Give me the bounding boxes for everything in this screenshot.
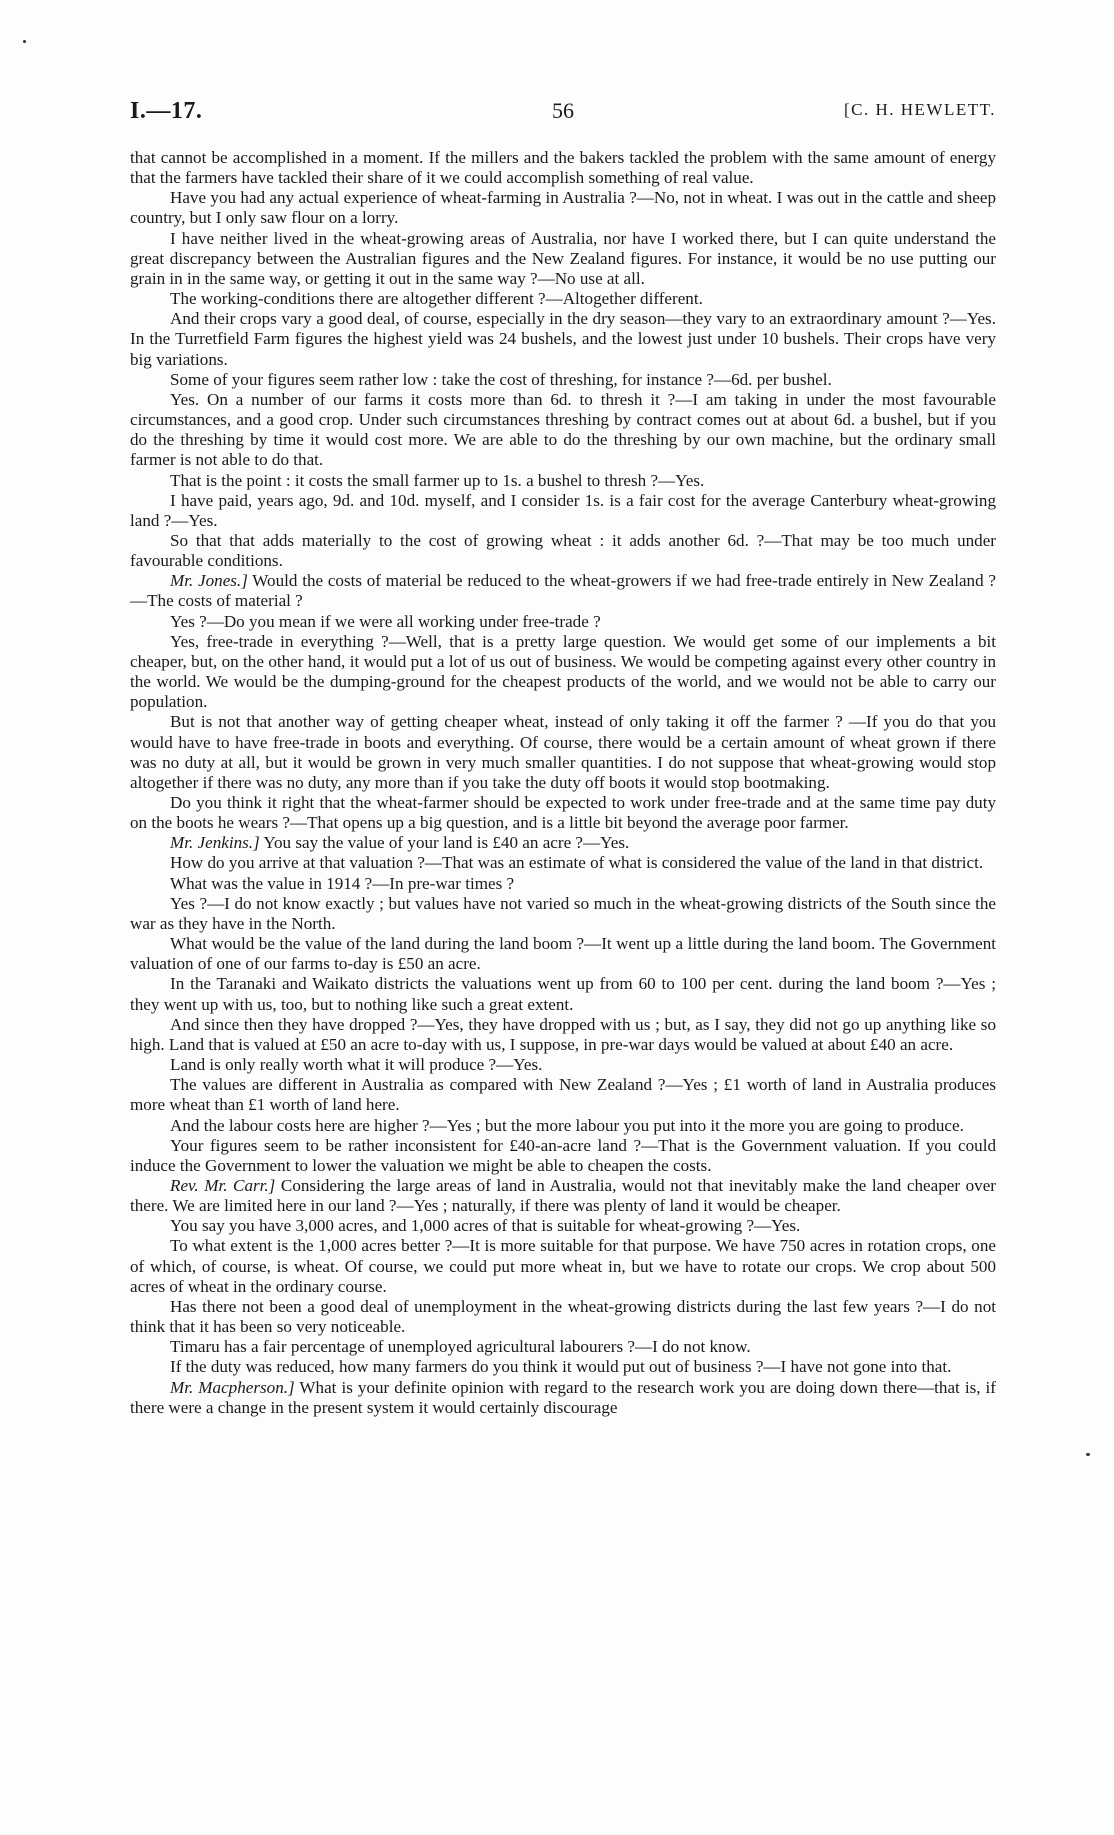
paragraph-text: That is the point : it costs the small farmer up to 1s. a bushel to thresh ?—Yes. [170,470,705,490]
speaker-name: Mr. Jones.] [170,571,248,591]
testimony-paragraph [130,793,996,833]
testimony-paragraph [130,531,996,571]
testimony-paragraph [130,1136,996,1176]
testimony-paragraph [130,853,996,873]
paragraph-text: Some of your figures seem rather low : take the cost of threshing, for instance ?—6d. per bushel. [170,369,832,389]
testimony-body [130,148,996,1418]
paragraph-text: If the duty was reduced, how many farmers do you think it would put out of business ?—I have not gone into that. [170,1357,952,1377]
paragraph-text: Considering the large areas of land in Australia, would not that inevitably make the land cheaper over there. We are limited here in our land ?—Yes ; naturally, if there was plenty of land it would be cheaper. [130,1175,996,1216]
paragraph-text: Yes. On a number of our farms it costs more than 6d. to thresh it ?—I am taking in under the most favourable circumstances, and a good crop. Under such circumstances threshing by contract comes out at about 6d. a bushel, but if you do the threshing by time it would cost more. We are able to do the threshing by our own machine, but the ordinary small farmer is not able to do that. [130,389,996,470]
testimony-paragraph [130,1216,996,1236]
paragraph-text: Timaru has a fair percentage of unemployed agricultural labourers ?—I do not know. [170,1337,751,1357]
paragraph-text: But is not that another way of getting cheaper wheat, instead of only taking it off the farmer ? —If you do that you would have to have free-trade in boots and everything. Of course, there would be a certain amount of wheat grown if there was no duty at all, but it would be grown in very much smaller quantities. I do not suppose that wheat-growing would stop altogether if there was no duty, any more than if you take the duty off boots it would stop bootmaking. [130,712,996,792]
testimony-paragraph [130,289,996,309]
speaker-name: Mr. Macpherson.] [170,1377,295,1397]
paragraph-text: So that that adds materially to the cost of growing wheat : it adds another 6d. ?—That may be too much under favourable conditions. [130,530,996,571]
speaker-paragraph [130,1378,996,1418]
testimony-paragraph [130,390,996,471]
testimony-paragraph [130,934,996,974]
paragraph-text: You say you have 3,000 acres, and 1,000 acres of that is suitable for wheat-growing ?—Yes. [170,1216,801,1236]
paragraph-text: Has there not been a good deal of unemployment in the wheat-growing districts during the last few years ?—I do not think that it has been so very noticeable. [130,1296,996,1337]
testimony-paragraph [130,1075,996,1115]
testimony-paragraph [130,148,996,188]
paragraph-text: How do you arrive at that valuation ?—That was an estimate of what is considered the value of the land in that district. [170,853,984,873]
speaker-paragraph [130,571,996,611]
testimony-paragraph [130,1055,996,1075]
report-reference: I.—17. [130,98,203,124]
page-header [130,98,996,128]
testimony-paragraph [130,874,996,894]
paragraph-text: that cannot be accomplished in a moment. If the millers and the bakers tackled the problem with the same amount of energy that the farmers have tackled their share of it we could accomplish something of real value. [130,148,996,188]
testimony-paragraph [130,894,996,934]
paragraph-text: And the labour costs here are higher ?—Yes ; but the more labour you put into it the more you are going to produce. [170,1115,964,1135]
paragraph-text: What would be the value of the land during the land boom ?—It went up a little during the land boom. The Government valuation of one of our farms to-day is £50 an acre. [130,934,996,974]
testimony-paragraph [130,974,996,1014]
testimony-paragraph [130,1297,996,1337]
witness-name: [C. H. HEWLETT. [843,100,996,119]
testimony-paragraph [130,1357,996,1377]
testimony-paragraph [130,1015,996,1055]
testimony-paragraph [130,188,996,228]
testimony-paragraph [130,1236,996,1296]
paragraph-text: The values are different in Australia as compared with New Zealand ?—Yes ; £1 worth of land in Australia produces more wheat than £1 worth of land here. [130,1075,996,1115]
testimony-paragraph [130,612,996,632]
paragraph-text: What is your definite opinion with regard to the research work you are doing down there—that is, if there were a change in the present system it would certainly discourage [130,1377,996,1417]
page-number: 56 [552,98,574,123]
scan-speck [23,40,26,43]
paragraph-text: The working-conditions there are altogether different ?—Altogether different. [170,289,703,309]
speaker-paragraph [130,1176,996,1216]
paragraph-text: What was the value in 1914 ?—In pre-war times ? [170,873,515,893]
paragraph-text: In the Taranaki and Waikato districts the valuations went up from 60 to 100 per cent. during the land boom ?—Yes ; they went up with us, too, but to nothing like such a great extent. [130,974,996,1014]
testimony-paragraph [130,370,996,390]
paragraph-text: I have neither lived in the wheat-growing areas of Australia, nor have I worked there, but I can quite understand the great discrepancy between the Australian figures and the New Zealand figures. For instance, it would be no use putting our grain in in the same way, or getting it out in the same way ?—No use at all. [130,228,996,288]
paragraph-text: To what extent is the 1,000 acres better ?—It is more suitable for that purpose. We have 750 acres in rotation crops, one of which, of course, is wheat. Of course, we could put more wheat in, but we have to rotate our crops. We crop about 500 acres of wheat in the ordinary course. [130,1236,996,1296]
testimony-paragraph [130,712,996,793]
paragraph-text: I have paid, years ago, 9d. and 10d. myself, and I consider 1s. is a fair cost for the average Canterbury wheat-growing land ?—Yes. [130,490,996,530]
testimony-paragraph [130,632,996,713]
speaker-paragraph [130,833,996,853]
paragraph-text: Your figures seem to be rather inconsistent for £40-an-acre land ?—That is the Government valuation. If you could induce the Government to lower the valuation we might be able to cheapen the costs. [130,1135,996,1175]
testimony-paragraph [130,229,996,289]
speaker-name: Mr. Jenkins.] [170,833,260,853]
paragraph-text: Would the costs of material be reduced to the wheat-growers if we had free-trade entirely in New Zealand ?—The costs of material ? [130,571,996,611]
paragraph-text: And since then they have dropped ?—Yes, they have dropped with us ; but, as I say, they did not go up anything like so high. Land that is valued at £50 an acre to-day with us, I suppose, in pre-war days would be valued at about £40 an acre. [130,1014,996,1054]
testimony-paragraph [130,1116,996,1136]
speaker-name: Rev. Mr. Carr.] [170,1175,276,1195]
scan-speck [1086,1453,1090,1456]
paragraph-text: Yes ?—Do you mean if we were all working under free-trade ? [170,611,601,631]
paragraph-text: Land is only really worth what it will produce ?—Yes. [170,1055,543,1075]
testimony-paragraph [130,491,996,531]
testimony-paragraph [130,309,996,369]
paragraph-text: You say the value of your land is £40 an acre ?—Yes. [259,833,630,853]
paragraph-text: Have you had any actual experience of wheat-farming in Australia ?—No, not in wheat. I was out in the cattle and sheep country, but I only saw flour on a lorry. [130,188,996,228]
paragraph-text: Do you think it right that the wheat-farmer should be expected to work under free-trade and at the same time pay duty on the boots he wears ?—That opens up a big question, and is a little bit beyond the average poor farmer. [130,793,996,833]
paragraph-text: And their crops vary a good deal, of course, especially in the dry season—they vary to an extraordinary amount ?—Yes. In the Turretfield Farm figures the highest yield was 24 bushels, and the lowest just under 10 bushels. Their crops have very big variations. [130,309,996,369]
testimony-paragraph [130,471,996,491]
paragraph-text: Yes, free-trade in everything ?—Well, that is a pretty large question. We would get some of our implements a bit cheaper, but, on the other hand, it would put a lot of us out of business. We would be competing against every other country in the world. We would be the dumping-ground for the cheapest products of the world, and we would not be able to carry our population. [130,631,996,712]
paragraph-text: Yes ?—I do not know exactly ; but values have not varied so much in the wheat-growing districts of the South since the war as they have in the North. [130,893,996,933]
testimony-paragraph [130,1337,996,1357]
